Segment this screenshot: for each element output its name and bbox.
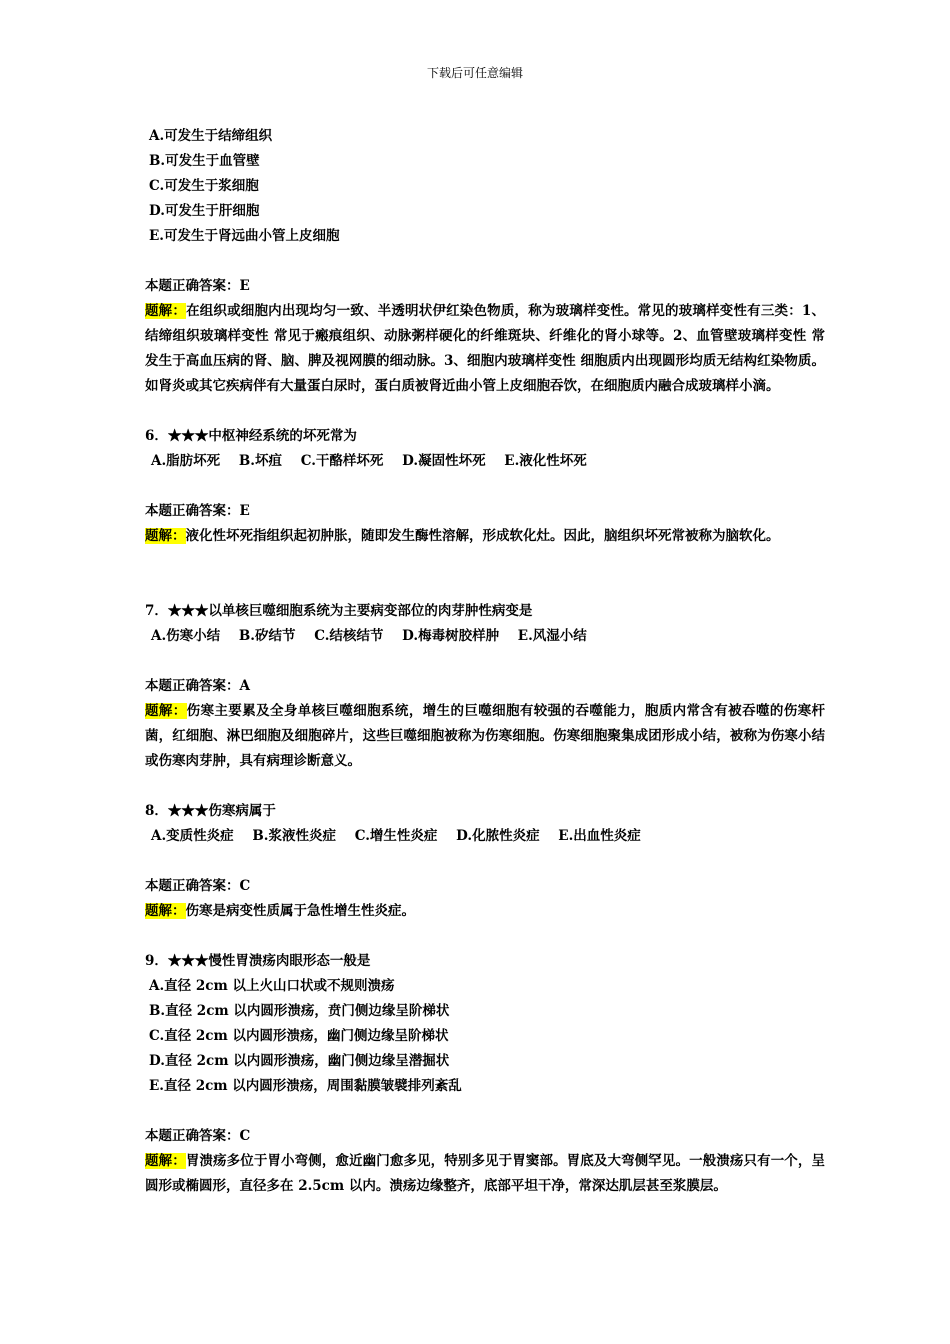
q6-explanation (145, 524, 825, 549)
q6-option-e: E.液化性坏死 (504, 453, 587, 469)
q9-option-c: C.直径 2cm 以内圆形溃疡，幽门侧边缘呈阶梯状 (149, 1028, 449, 1044)
q6-option-b: B.坏疽 (238, 453, 283, 469)
q6-option-a: A.脂肪坏死 (151, 453, 221, 469)
q7-options (145, 624, 825, 649)
q6-option-c: C.干酪样坏死 (300, 453, 384, 469)
q8-expl-text: 伤寒是病变性质属于急性增生性炎症。 (185, 903, 415, 919)
q5-expl-label: 题解： (145, 303, 187, 319)
q7-expl-text: 伤寒主要累及全身单核巨噬细胞系统，增生的巨噬细胞有较强的吞噬能力，胞质内常含有被吞噬的伤寒杆菌，红细胞、淋巴细胞及细胞碎片，这些巨噬细胞被称为伤寒细胞。伤寒细胞聚集成团形成小结，被称为伤寒小结或伤寒肉芽肿，具有病理诊断意义。 (145, 703, 825, 769)
q6-expl-label: 题解： (145, 528, 186, 544)
q8-option-c: C.增生性炎症 (354, 828, 438, 844)
q9-answer: 本题正确答案：C (145, 1128, 251, 1144)
q7-option-c: C.结核结节 (314, 628, 384, 644)
q8-option-d: D.化脓性炎症 (456, 828, 540, 844)
q8-answer: 本题正确答案：C (145, 878, 251, 894)
q8-explanation (145, 899, 825, 924)
q8-option-e: E.出血性炎症 (558, 828, 641, 844)
q9-expl-label: 题解： (145, 1153, 186, 1169)
q5-option-b: B.可发生于血管壁 (149, 153, 260, 169)
q7-explanation (145, 699, 825, 774)
q6-options (145, 449, 825, 474)
q9-option-e: E.直径 2cm 以内圆形溃疡，周围黏膜皱襞排列紊乱 (149, 1078, 462, 1094)
q5-option-a: A.可发生于结缔组织 (149, 128, 273, 144)
q5-expl-text: 在组织或细胞内出现均匀一致、半透明状伊红染色物质，称为玻璃样变性。常见的玻璃样变性有三类：1、结缔组织玻璃样变性 常见于瘢痕组织、动脉粥样硬化的纤维斑块、纤维化的肾小球等。2、血管壁玻璃样变性 常发生于高血压病的肾、脑、脾及视网膜的细动脉。3、细胞内玻璃样变性 细胞质内出现圆形均质无结构红染物质。如肾炎或其它疾病伴有大量蛋白尿时，蛋白质被肾近曲小管上皮细胞吞饮，在细胞质内融合成玻璃样小滴。 (145, 303, 825, 394)
q6-question: 6．★★★中枢神经系统的坏死常为 (145, 428, 357, 444)
q9-option-a: A.直径 2cm 以上火山口状或不规则溃疡 (149, 978, 395, 994)
q9-question: 9．★★★慢性胃溃疡肉眼形态一般是 (145, 953, 371, 969)
page-header: 下载后可任意编辑 (426, 66, 523, 80)
q7-option-e: E.风湿小结 (517, 628, 587, 644)
q8-options (145, 824, 825, 849)
q8-question: 8．★★★伤寒病属于 (145, 803, 276, 819)
q7-answer: 本题正确答案：A (145, 678, 250, 694)
q6-answer: 本题正确答案：E (145, 503, 250, 519)
q7-option-d: D.梅毒树胶样肿 (402, 628, 500, 644)
q9-option-b: B.直径 2cm 以内圆形溃疡，贲门侧边缘呈阶梯状 (149, 1003, 450, 1019)
q7-question: 7．★★★以单核巨噬细胞系统为主要病变部位的肉芽肿性病变是 (145, 603, 533, 619)
q5-option-e: E.可发生于肾远曲小管上皮细胞 (149, 228, 340, 244)
q7-expl-label: 题解： (145, 703, 187, 719)
document-body (145, 124, 825, 1199)
q6-expl-text: 液化性坏死指组织起初肿胀，随即发生酶性溶解，形成软化灶。因此，脑组织坏死常被称为脑软化。 (185, 528, 780, 544)
q5-answer: 本题正确答案：E (145, 278, 250, 294)
q5-option-d: D.可发生于肝细胞 (149, 203, 260, 219)
q8-expl-label: 题解： (145, 903, 186, 919)
q8-option-a: A.变质性炎症 (151, 828, 234, 844)
q6-option-d: D.凝固性坏死 (402, 453, 486, 469)
q7-option-b: B.矽结节 (238, 628, 296, 644)
q7-option-a: A.伤寒小结 (151, 628, 221, 644)
q9-expl-text: 胃溃疡多位于胃小弯侧，愈近幽门愈多见，特别多见于胃窦部。胃底及大弯侧罕见。一般溃疡只有一个，呈圆形或椭圆形，直径多在 2.5cm 以内。溃疡边缘整齐，底部平坦干净，常深达肌层甚至浆膜层。 (145, 1153, 826, 1194)
q5-explanation (145, 299, 825, 399)
q5-option-c: C.可发生于浆细胞 (149, 178, 259, 194)
q9-option-d: D.直径 2cm 以内圆形溃疡，幽门侧边缘呈潜掘状 (149, 1053, 450, 1069)
q8-option-b: B.浆液性炎症 (252, 828, 337, 844)
q9-explanation (145, 1149, 825, 1199)
